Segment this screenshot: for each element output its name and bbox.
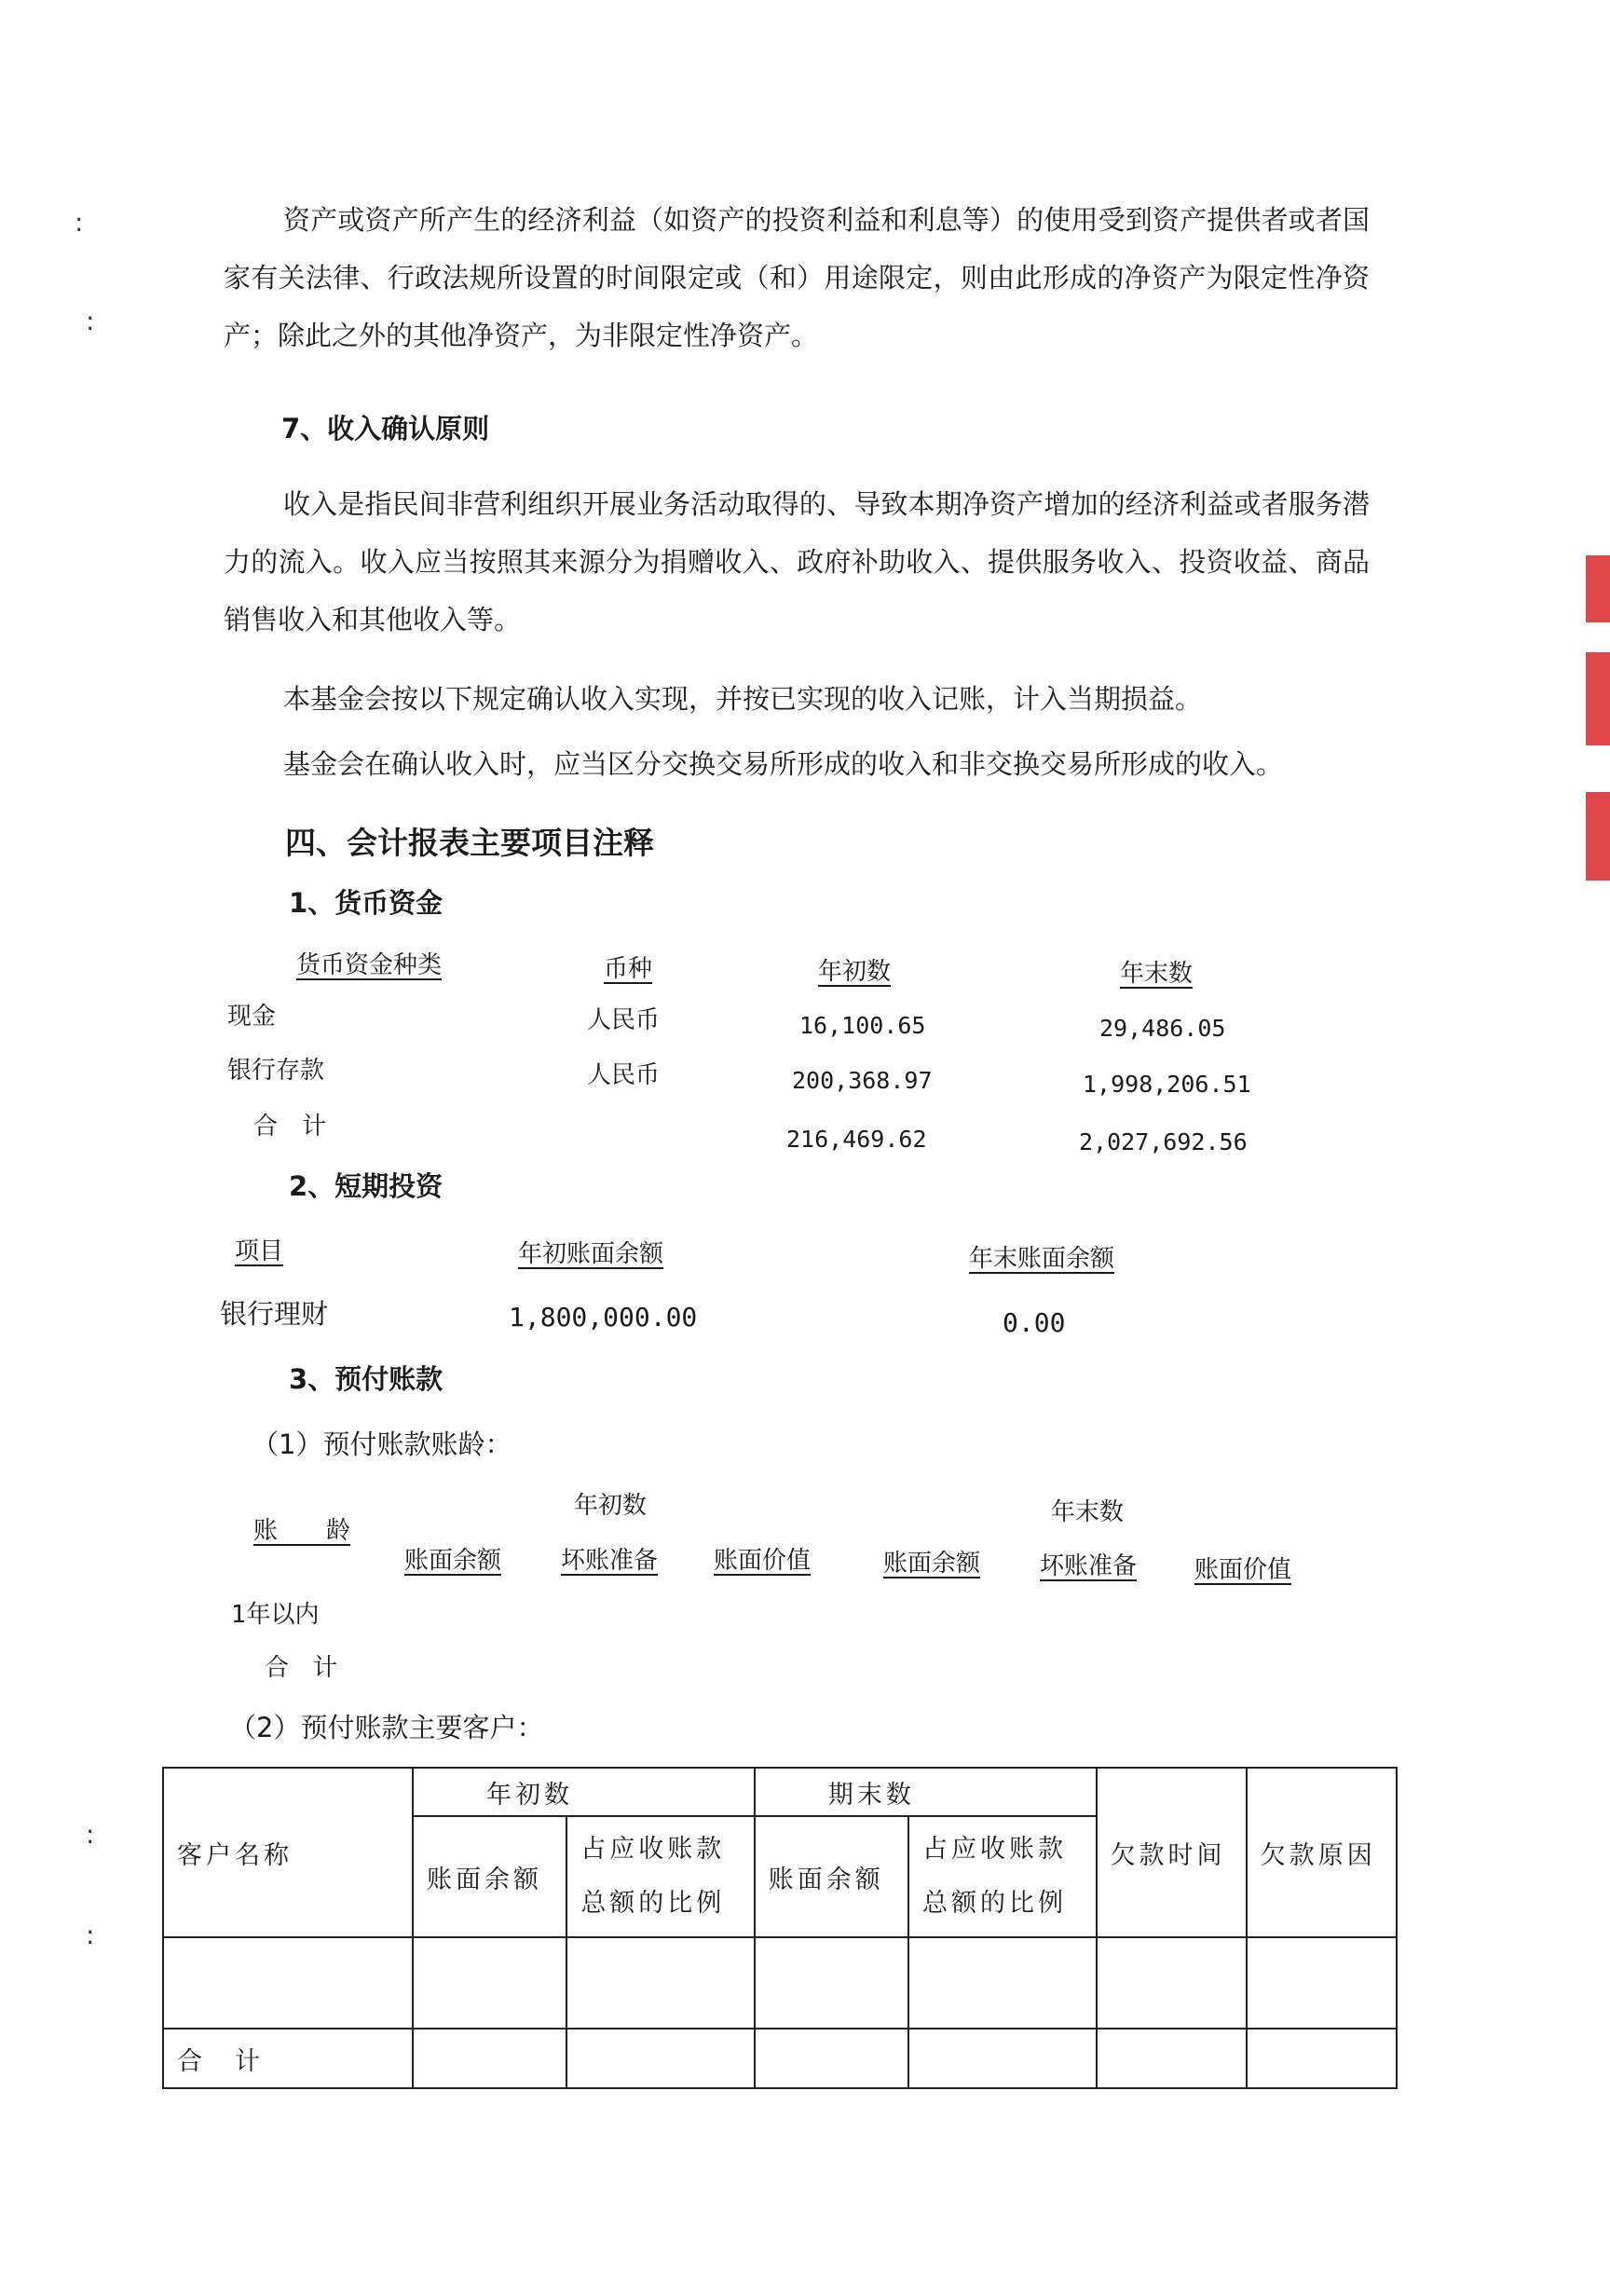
paragraph-restricted-assets: 资产或资产所产生的经济利益（如资产的投资利益和利息等）的使用受到资产提供者或者国家有关法律、行政法规所设置的时间限定或（和）用途限定，则由此形成的净资产为限定性净资产；除此之外的其他净资产，为非限定性净资产。 [224, 204, 1370, 351]
header-ratio-begin [566, 1816, 755, 1937]
header-debt-reason: 欠款原因 [1247, 1768, 1397, 1937]
table-row [163, 1937, 1397, 2029]
cash-header-type: 货币资金种类 [296, 951, 443, 979]
cash-row-currency: 人民币 [587, 1006, 661, 1034]
header-ratio-end [908, 1816, 1097, 1937]
header-balance-begin: 账面余额 [413, 1816, 566, 1937]
aging-total-label: 合 计 [265, 1654, 338, 1682]
binding-mark: : [86, 1819, 95, 1850]
aging-col-balance-begin: 账面余额 [404, 1547, 502, 1575]
invest-header-item: 项目 [235, 1237, 284, 1265]
red-stamp-edge [1586, 792, 1610, 881]
cash-header-begin: 年初数 [818, 958, 892, 986]
ratio-line-1: 占应收账款 [580, 1835, 726, 1864]
cash-total-begin: 216,469.62 [786, 1126, 927, 1153]
aging-col-value-begin: 账面价值 [714, 1547, 812, 1575]
cash-total-label: 合 计 [253, 1113, 327, 1141]
cash-title: 1、货币资金 [289, 887, 443, 919]
header-group-begin: 年初数 [413, 1768, 755, 1816]
invest-row-item: 银行理财 [220, 1298, 329, 1330]
revenue-rule: 本基金会按以下规定确认收入实现，并按已实现的收入记账，计入当期损益。 [283, 683, 1203, 715]
cash-header-currency: 币种 [604, 955, 653, 983]
red-stamp-edge [1586, 652, 1610, 745]
aging-row-label: 1年以内 [231, 1601, 320, 1629]
ratio-line-1: 占应收账款 [922, 1835, 1067, 1864]
aging-col-value-end: 账面价值 [1194, 1556, 1292, 1584]
section-4-title: 四、会计报表主要项目注释 [285, 825, 654, 861]
invest-row-begin: 1,800,000.00 [509, 1302, 698, 1332]
invest-header-begin: 年初账面余额 [518, 1240, 664, 1268]
short-invest-title: 2、短期投资 [289, 1170, 443, 1202]
cash-row-begin: 16,100.65 [799, 1012, 926, 1039]
header-balance-end: 账面余额 [755, 1816, 908, 1937]
aging-col-bad-debt-end: 坏账准备 [1040, 1552, 1138, 1580]
aging-group-begin: 年初数 [574, 1492, 648, 1520]
prepay-title: 3、预付账款 [289, 1363, 443, 1395]
cash-row-type: 现金 [227, 1003, 277, 1031]
revenue-definition: 收入是指民间非营利组织开展业务活动取得的、导致本期净资产增加的经济利益或者服务潜力的流入。收入应当按照其来源分为捐赠收入、政府补助收入、提供服务收入、投资收益、商品销售收入和其他收入等。 [224, 488, 1370, 636]
cash-row-currency: 人民币 [587, 1061, 661, 1089]
total-label: 合 计 [163, 2029, 413, 2088]
header-customer-name: 客户名称 [163, 1768, 413, 1937]
cash-row-type: 银行存款 [227, 1057, 325, 1085]
binding-mark: : [86, 306, 95, 336]
cash-row-end: 1,998,206.51 [1083, 1071, 1251, 1098]
aging-col-balance-end: 账面余额 [883, 1550, 981, 1578]
customers-table [162, 1767, 1398, 2089]
header-debt-time: 欠款时间 [1097, 1768, 1247, 1937]
aging-header-age: 账 龄 [253, 1517, 351, 1545]
revenue-distinction: 基金会在确认收入时，应当区分交换交易所形成的收入和非交换交易所形成的收入。 [283, 748, 1284, 780]
cash-total-end: 2,027,692.56 [1079, 1128, 1248, 1155]
red-stamp-edge [1586, 555, 1610, 622]
aging-col-bad-debt-begin: 坏账准备 [561, 1547, 659, 1575]
binding-mark: : [86, 1920, 95, 1950]
ratio-line-2: 总额的比例 [922, 1889, 1067, 1918]
aging-group-end: 年末数 [1051, 1498, 1125, 1526]
section-7-title: 7、收入确认原则 [281, 413, 490, 444]
cash-row-end: 29,486.05 [1099, 1015, 1226, 1042]
ratio-line-2: 总额的比例 [580, 1889, 726, 1918]
customers-title: （2）预付账款主要客户： [229, 1712, 544, 1743]
binding-mark: : [75, 207, 84, 238]
invest-row-end: 0.00 [1003, 1307, 1066, 1338]
cash-row-begin: 200,368.97 [792, 1067, 933, 1094]
aging-title: （1）预付账款账龄： [252, 1428, 512, 1460]
invest-header-end: 年末账面余额 [969, 1245, 1115, 1273]
table-total-row [163, 2029, 1397, 2088]
header-group-end: 期末数 [755, 1768, 1097, 1816]
cash-header-end: 年末数 [1120, 960, 1194, 988]
